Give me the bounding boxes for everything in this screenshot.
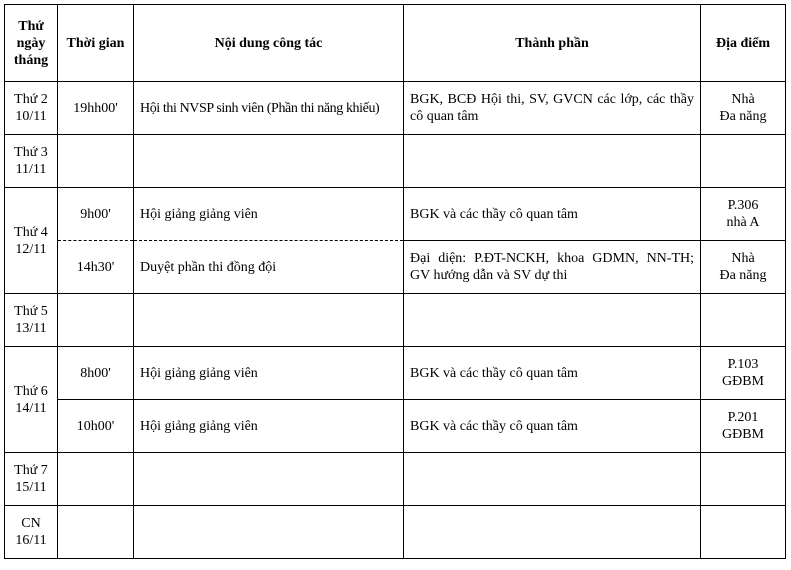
time-cell: 9h00' (58, 188, 134, 241)
location-line: Đa năng (719, 268, 767, 283)
header-day (5, 5, 58, 82)
location-cell (701, 241, 786, 294)
day-name: CN (21, 516, 41, 531)
header-row (5, 5, 786, 82)
location-line: P.306 (727, 198, 759, 213)
table-row (5, 347, 786, 400)
table-row (5, 241, 786, 294)
participants-cell: BGK và các thầy cô quan tâm (404, 400, 701, 453)
time-cell (58, 294, 134, 347)
header-location: Địa điểm (701, 5, 786, 82)
location-cell (701, 294, 786, 347)
table-row (5, 82, 786, 135)
header-day-line: Thứ (18, 18, 44, 34)
table-row (5, 506, 786, 559)
day-name: Thứ 6 (14, 383, 48, 399)
participants-cell: BGK và các thầy cô quan tâm (404, 188, 701, 241)
time-cell: 14h30' (58, 241, 134, 294)
location-line: Nhà (731, 251, 755, 266)
content-cell (134, 294, 404, 347)
day-cell (5, 188, 58, 294)
time-cell: 8h00' (58, 347, 134, 400)
day-name: Thứ 5 (14, 304, 48, 319)
table-row (5, 294, 786, 347)
content-cell: Hội thi NVSP sinh viên (Phần thi năng khiếu) (134, 82, 404, 135)
content-cell: Hội giảng giảng viên (134, 188, 404, 241)
table-row (5, 453, 786, 506)
day-date: 16/11 (15, 533, 47, 548)
content-cell (134, 453, 404, 506)
table-row (5, 135, 786, 188)
participants-cell: Đại diện: P.ĐT-NCKH, khoa GDMN, NN-TH; GV hướng dẫn và SV dự thi (404, 241, 701, 294)
day-name: Thứ 2 (14, 92, 48, 107)
participants-cell (404, 506, 701, 559)
content-cell: Duyệt phần thi đồng đội (134, 241, 404, 294)
content-cell (134, 135, 404, 188)
content-cell: Hội giảng giảng viên (134, 347, 404, 400)
day-cell (5, 506, 58, 559)
participants-cell (404, 453, 701, 506)
location-cell (701, 400, 786, 453)
participants-cell: BGK, BCĐ Hội thi, SV, GVCN các lớp, các thầy cô quan tâm (404, 82, 701, 135)
participants-cell: BGK và các thầy cô quan tâm (404, 347, 701, 400)
day-name: Thứ 7 (14, 463, 48, 478)
day-name: Thứ 3 (14, 145, 48, 160)
time-cell (58, 135, 134, 188)
location-line: Nhà (731, 92, 755, 107)
location-line: Đa năng (719, 109, 767, 124)
time-cell: 10h00' (58, 400, 134, 453)
location-cell (701, 506, 786, 559)
content-cell: Hội giảng giảng viên (134, 400, 404, 453)
day-name: Thứ 4 (14, 224, 48, 240)
location-cell (701, 188, 786, 241)
day-date: 13/11 (15, 321, 47, 336)
location-cell (701, 82, 786, 135)
header-participants: Thành phần (404, 5, 701, 82)
location-line: P.201 (727, 410, 759, 425)
location-cell (701, 453, 786, 506)
day-cell (5, 82, 58, 135)
day-date: 15/11 (15, 480, 47, 495)
table-row (5, 188, 786, 241)
day-date: 12/11 (15, 241, 47, 257)
header-day-line: tháng (13, 52, 49, 68)
location-cell (701, 135, 786, 188)
location-line: P.103 (727, 357, 759, 372)
table-row (5, 400, 786, 453)
day-date: 11/11 (15, 162, 47, 177)
participants-cell (404, 135, 701, 188)
day-cell (5, 347, 58, 453)
time-cell (58, 453, 134, 506)
header-day-line: ngày (16, 35, 46, 51)
day-date: 14/11 (15, 400, 47, 416)
header-time: Thời gian (58, 5, 134, 82)
schedule-table (4, 4, 786, 559)
location-line: nhà A (726, 215, 760, 230)
day-cell (5, 453, 58, 506)
day-cell (5, 135, 58, 188)
location-line: GĐBM (721, 374, 764, 389)
day-cell (5, 294, 58, 347)
day-date: 10/11 (15, 109, 47, 124)
participants-cell (404, 294, 701, 347)
content-cell (134, 506, 404, 559)
time-cell: 19hh00' (58, 82, 134, 135)
location-line: GĐBM (721, 427, 764, 442)
location-cell (701, 347, 786, 400)
time-cell (58, 506, 134, 559)
header-content: Nội dung công tác (134, 5, 404, 82)
